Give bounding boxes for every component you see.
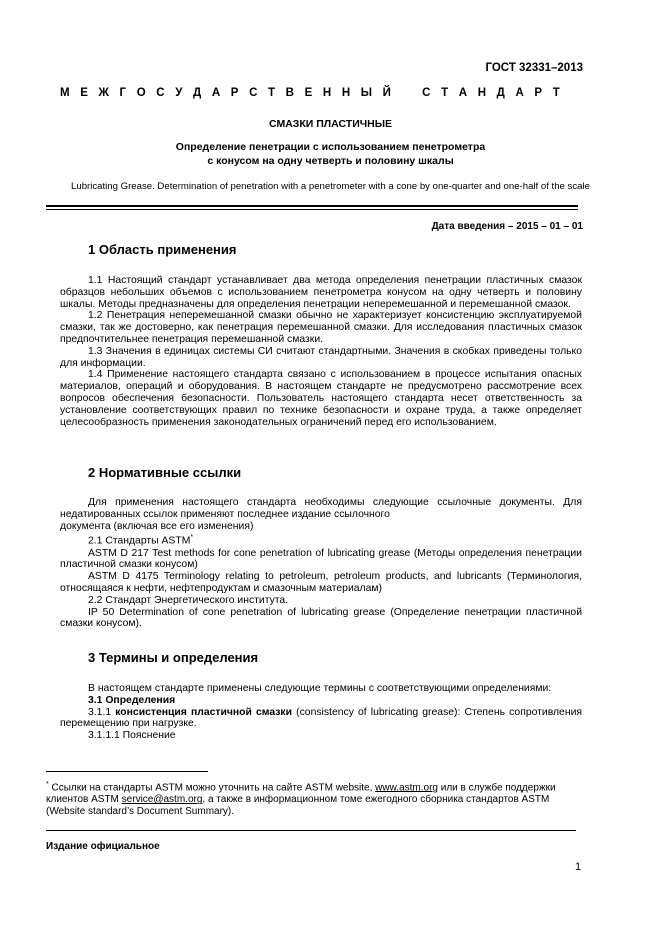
title-divider-thick xyxy=(46,205,578,207)
subtitle-line-1: Определение пенетрации с использованием пенетрометра xyxy=(175,141,486,153)
document-subtitle xyxy=(0,140,661,168)
paragraph-1-1: 1.1 Настоящий стандарт устанавливает два метода определения пенетрации пластичных смазок образцов небольших объемов с использованием пенетрометра конусом на одну четверть и половину шкалы. Методы предназначены для определения пенетрации неперемешанной и перемешанной смазок. xyxy=(60,275,582,310)
banner-letter: В xyxy=(285,87,294,99)
banner-letter: А xyxy=(211,87,221,99)
banner-letter: Н xyxy=(341,87,351,99)
banner-word-gap xyxy=(402,87,412,99)
banner-letter: Т xyxy=(552,87,560,99)
banner-letter: Г xyxy=(119,87,127,99)
banner-letter: Н xyxy=(322,87,332,99)
banner-letter: Ж xyxy=(98,87,109,99)
paragraph-2-intro: Для применения настоящего стандарта необходимы следующие ссылочные документы. Для недатированных ссылок применяют последнее издание ссылочного xyxy=(60,497,582,520)
footnote-text-3: , а также в информационном томе ежегодного сборника стандартов ASTM (Website standard’s Document Summary). xyxy=(46,794,550,818)
section-3-heading: 3 Термины и определения xyxy=(88,650,259,665)
document-title: СМАЗКИ ПЛАСТИЧНЫЕ xyxy=(269,118,392,130)
paragraph-3-1-1-1: 3.1.1.1 Пояснение xyxy=(88,730,176,742)
paragraph-3-1: 3.1 Определения xyxy=(88,694,176,706)
banner-letter: Н xyxy=(477,87,487,99)
footnote-reference-mark: * xyxy=(190,534,194,542)
section-2-heading: 2 Нормативные ссылки xyxy=(88,465,242,480)
footnote-separator xyxy=(46,771,208,772)
banner-letter: Д xyxy=(193,87,202,99)
page-number: 1 xyxy=(575,861,582,873)
footnote-text-1: Ссылки на стандарты ASTM можно уточнить на сайте ASTM website, xyxy=(48,782,376,794)
section-3-body xyxy=(60,683,582,742)
reference-astm-d217: ASTM D 217 Test methods for cone penetration of lubricating grease (Методы определения пенетрации пластичной смазки конусом) xyxy=(60,547,582,571)
banner-letter: Д xyxy=(496,87,505,99)
banner-letter: Ы xyxy=(360,87,373,99)
section-1-heading: 1 Область применения xyxy=(88,242,237,257)
banner-letter: С xyxy=(422,87,431,99)
banner-letter: Е xyxy=(80,87,88,99)
term-name: консистенция пластичной смазки xyxy=(115,706,293,718)
banner-letter: Т xyxy=(441,87,449,99)
term-definition: (consistency of lubricating grease): Степень сопротивления перемещению при нагрузке. xyxy=(60,706,583,730)
banner-letter: М xyxy=(60,87,70,99)
interstate-standard-banner xyxy=(60,87,560,99)
english-title: Lubricating Grease. Determination of penetration with a penetrometer with a cone by one-quarter and one-half of the scale xyxy=(71,181,590,192)
term-number: 3.1.1 xyxy=(88,706,116,718)
paragraph-2-1-text: 2.1 Стандарты ASTM xyxy=(88,535,191,547)
footnote-mark: * xyxy=(46,781,49,788)
introduction-date: Дата введения – 2015 – 01 – 01 xyxy=(431,221,583,232)
banner-letter: У xyxy=(175,87,183,99)
paragraph-1-3: 1.3 Значения в единицах системы СИ считают стандартными. Значения в скобках приведены только для информации. xyxy=(60,345,582,369)
paragraph-2-2: 2.2 Стандарт Энергетического института. xyxy=(88,594,289,606)
banner-letter: Е xyxy=(304,87,313,99)
reference-ip50: IP 50 Determination of cone penetration of lubricating grease (Определение пенетрации пластичной смазки конусом). xyxy=(60,606,582,630)
official-edition-label: Издание официальное xyxy=(46,841,160,852)
standard-code: ГОСТ 32331–2013 xyxy=(485,62,583,74)
reference-astm-d4175: ASTM D 4175 Terminology relating to petroleum, petroleum products, and lubricants (Терминология, относящаяся к нефти, нефтепродуктам и смазочным материалам) xyxy=(60,571,582,595)
banner-letter: Т xyxy=(268,87,276,99)
banner-letter: С xyxy=(156,87,165,99)
paragraph-3-intro: В настоящем стандарте применены следующие термины с соответствующими определениями: xyxy=(88,683,552,694)
footnote xyxy=(46,779,582,818)
title-divider-thin xyxy=(46,209,578,210)
section-1-body xyxy=(60,275,582,428)
astm-service-email-link[interactable]: service@astm.org xyxy=(121,794,203,806)
banner-letter: С xyxy=(249,87,258,99)
banner-letter: А xyxy=(458,87,468,99)
banner-letter: Р xyxy=(230,87,239,99)
banner-letter: А xyxy=(515,87,524,99)
section-2-body xyxy=(60,497,582,630)
bottom-divider xyxy=(46,830,576,831)
paragraph-1-2: 1.2 Пенетрация неперемешанной смазки обычно не характеризует консистенцию эксплуатируемой смазки, так же достоверно, как пенетрация перемешанной смазки. Для исследования пластичных смазок предпочтительнее пенетрация перемешанной смазки. xyxy=(60,310,582,345)
banner-letter: О xyxy=(136,87,146,99)
paragraph-3-1-1 xyxy=(60,707,582,731)
paragraph-2-1 xyxy=(60,532,582,547)
banner-letter: Й xyxy=(382,87,391,99)
astm-website-link[interactable]: www.astm.org xyxy=(375,782,438,794)
banner-letter: Р xyxy=(534,87,543,99)
paragraph-2-intro-continued: документа (включая все его изменения) xyxy=(60,520,254,532)
subtitle-line-2: с конусом на одну четверть и половину шкалы xyxy=(207,155,454,167)
paragraph-1-4: 1.4 Применение настоящего стандарта связано с использованием в процессе испытания опасных материалов, операций и оборудования. В настоящем стандарте не предусмотрено рассмотрение всех вопросов обеспечения безопасности. Пользователь настоящего стандарта несет ответственность за установление соответствующих правил по технике безопасности и охране труда, а также определяет целесообразность применения законодательных ограничений перед его использованием. xyxy=(60,369,582,428)
footnote-text-2: или в службе поддержки клиентов ASTM xyxy=(46,782,556,806)
